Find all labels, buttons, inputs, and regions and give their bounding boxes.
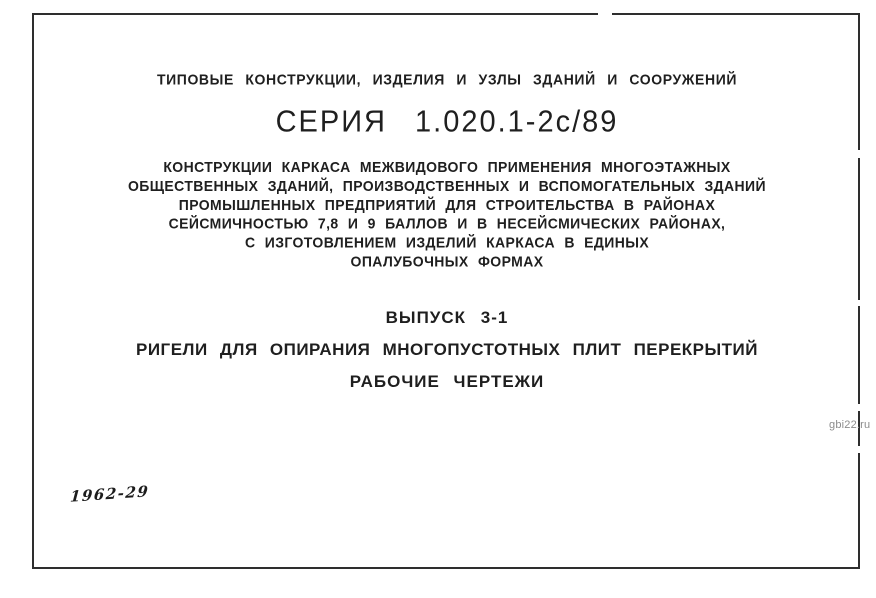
issue-subtitle: РИГЕЛИ ДЛЯ ОПИРАНИЯ МНОГОПУСТОТНЫХ ПЛИТ ПЕРЕКРЫТИЙ <box>136 340 758 359</box>
description-line: КОНСТРУКЦИИ КАРКАСА МЕЖВИДОВОГО ПРИМЕНЕНИЯ МНОГОЭТАЖНЫХ <box>163 158 731 176</box>
document-description <box>34 157 860 270</box>
doc-type-label: РАБОЧИЕ ЧЕРТЕЖИ <box>349 372 545 391</box>
handwritten-inventory-number: 1962-29 <box>69 482 150 506</box>
page-border-frame <box>32 13 860 569</box>
border-scan-gap <box>598 12 612 17</box>
series-title: СЕРИЯ 1.020.1-2с/89 <box>275 105 619 139</box>
description-line: ПРОМЫШЛЕННЫХ ПРЕДПРИЯТИЙ ДЛЯ СТРОИТЕЛЬСТВА В РАЙОНАХ <box>178 196 716 213</box>
description-line: СЕЙСМИЧНОСТЬЮ 7,8 И 9 БАЛЛОВ И В НЕСЕЙСМИЧЕСКИХ РАЙОНАХ, <box>168 215 726 232</box>
site-watermark: gbi22.ru <box>829 419 871 431</box>
border-scan-gap <box>858 300 866 306</box>
border-scan-gap <box>858 446 866 453</box>
issue-number-label: ВЫПУСК 3-1 <box>385 308 509 327</box>
border-scan-gap <box>858 404 866 411</box>
description-line: ОПАЛУБОЧНЫХ ФОРМАХ <box>350 252 544 270</box>
document-category-line: ТИПОВЫЕ КОНСТРУКЦИИ, ИЗДЕЛИЯ И УЗЛЫ ЗДАНИЙ И СООРУЖЕНИЙ <box>156 70 738 88</box>
description-line: ОБЩЕСТВЕННЫХ ЗДАНИЙ, ПРОИЗВОДСТВЕННЫХ И ВСПОМОГАТЕЛЬНЫХ ЗДАНИЙ <box>128 177 766 195</box>
description-line: С ИЗГОТОВЛЕНИЕМ ИЗДЕЛИЙ КАРКАСА В ЕДИНЫХ <box>244 233 650 251</box>
